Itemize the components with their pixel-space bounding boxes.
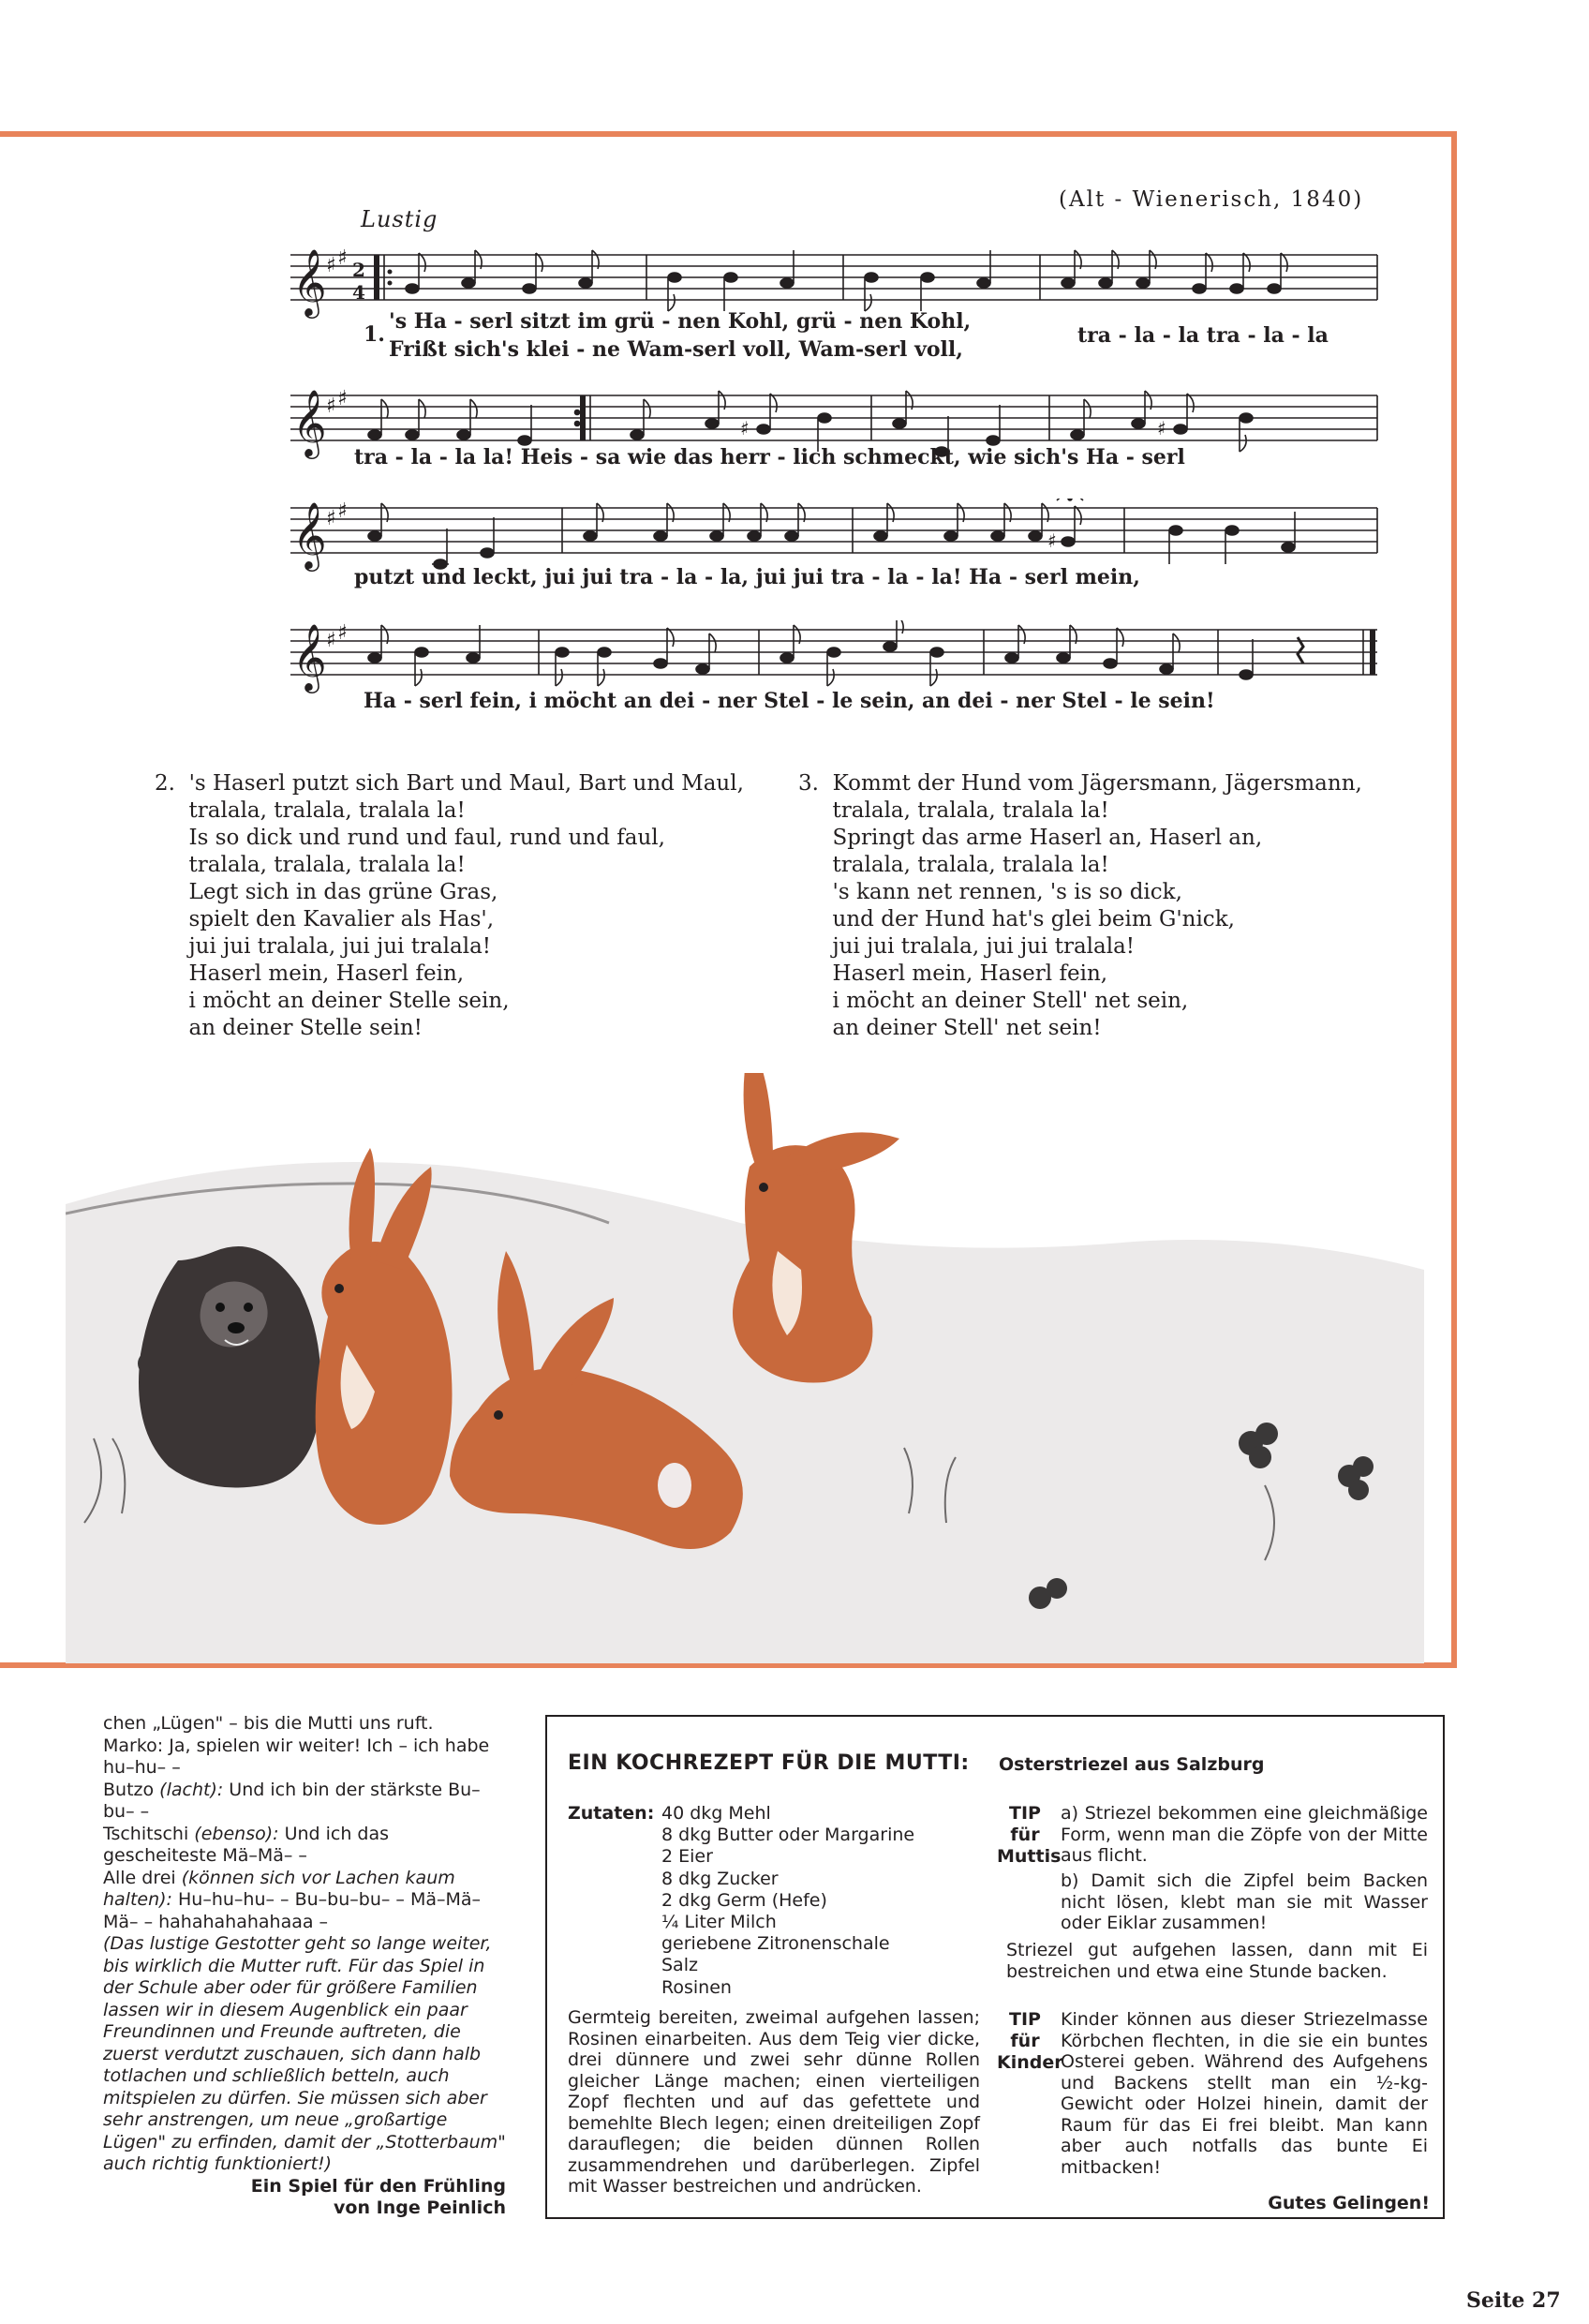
hares-and-dog-illustration (66, 1073, 1424, 1663)
svg-text:4: 4 (352, 281, 365, 304)
ingredient-item: geriebene Zitronenschale (661, 1933, 890, 1955)
recipe-box (545, 1715, 1445, 2219)
lyrics-line-2: tra - la - la la! Heis - sa wie das herr - lich schmeckt, wie sich's Ha - serl (354, 445, 1185, 469)
dog-figure (139, 1246, 321, 1488)
stage-direction: (können sich vor Lachen kaum halten): (103, 1867, 455, 1910)
game-paragraph: Marko: Ja, spielen wir weiter! Ich – ich habe hu–hu– – (103, 1735, 490, 1778)
svg-text:𝄞: 𝄞 (292, 622, 327, 691)
recipe-heading: EIN KOCHREZEPT FÜR DIE MUTTI: (568, 1751, 970, 1775)
game-paragraph (103, 1780, 506, 1824)
verse-2: 2. 's Haserl putzt sich Bart und Maul, Bart und Maul, tralala, tralala, tralala la! Is so dick und rund und faul, rund und faul, tralala, tralala, tralala la! Legt sich in das grüne Gras, spielt den Kavalier als Has', jui jui tralala, jui jui tralala! Haserl mein, Haserl fein, i möcht an deiner Stelle sein, an deiner Stelle sein! (155, 771, 744, 1040)
svg-text:♯: ♯ (326, 629, 336, 652)
speaker-name: Butzo (103, 1779, 160, 1800)
svg-text:𝄞: 𝄞 (292, 247, 327, 316)
tip-kinder: Kinder können aus dieser Striezelmasse Körbchen flechten, in die sie ein buntes Osterei geben. Während des Aufgehens und Backens stellt man ein ½-kg-Gewicht oder Holzei hinein, damit der Raum für das Ei frei bleibt. Man kann aber auch notfalls das bunte Ei mitbacken! (1061, 2009, 1428, 2178)
ingredient-item: ¼ Liter Milch (661, 1912, 777, 1933)
svg-text:♯: ♯ (1157, 417, 1166, 439)
music-staff-3 (290, 499, 1387, 574)
svg-text:♯: ♯ (337, 621, 348, 645)
stage-direction: (ebenso): (194, 1823, 279, 1844)
svg-text:♯: ♯ (1047, 529, 1057, 552)
dialogue-text: Und ich bin der stärkste Bu–bu– – (103, 1779, 481, 1822)
song-source: (Alt - Wienerisch, 1840) (1059, 187, 1364, 212)
ingredient-item: Salz (661, 1955, 698, 1976)
svg-text:♯: ♯ (326, 395, 336, 418)
svg-text:𝄞: 𝄞 (292, 500, 327, 569)
svg-text:♯: ♯ (326, 254, 336, 277)
svg-text:♯: ♯ (337, 387, 348, 410)
ingredients-label: Zutaten: (568, 1803, 655, 1824)
tip-muttis-a: a) Striezel bekommen eine gleichmäßige Form, wenn man die Zöpfe von der Mitte aus flicht. (1061, 1803, 1428, 1866)
page-number: Seite 27 (1466, 2288, 1561, 2313)
lyrics-line-1b: Frißt sich's klei - ne Wam-serl voll, Wam-serl voll, (389, 337, 963, 362)
ingredient-item: 8 dkg Zucker (661, 1868, 779, 1889)
lyrics-line-3: putzt und leckt, jui jui tra - la - la, jui jui tra - la - la! Ha - serl mein, (354, 565, 1140, 589)
game-credit-title: Ein Spiel für den Frühling (250, 2175, 506, 2197)
tip-kinder-label: TIP für Kinder (997, 2009, 1063, 2073)
game-text-column (103, 1713, 506, 2220)
tempo-marking: Lustig (361, 206, 438, 232)
lyrics-refrain-1: tra - la - la tra - la - la (1077, 323, 1329, 348)
ingredient-item: 40 dkg Mehl (661, 1803, 771, 1824)
music-staff-4 (290, 620, 1387, 695)
game-paragraph: chen „Lügen" – bis die Mutti uns ruft. (103, 1713, 434, 1734)
lyrics-line-1a: 's Ha - serl sitzt im grü - nen Kohl, grü - nen Kohl, (389, 309, 972, 334)
dialogue-text: Hu–hu–hu– – Bu–bu–bu– – Mä–Mä–Mä– – hahahahahahaaa – (103, 1889, 482, 1932)
ingredient-item: Rosinen (661, 1976, 732, 1998)
ingredient-item: 2 Eier (661, 1846, 713, 1868)
dialogue-text: Und ich das gescheiteste Mä–Mä– – (103, 1823, 390, 1866)
svg-text:♯: ♯ (740, 417, 750, 439)
speaker-name: Alle drei (103, 1867, 182, 1888)
recipe-method: Germteig bereiten, zweimal aufgehen lassen; Rosinen einarbeiten. Aus dem Teig vier dicke, drei dünnere und zwei sehr dünne Rollen gleicher Länge machen; einen vierteiligen Zopf flechten und auf das gefettete und bemehlte Blech legen; einen dreiteiligen Zopf darauflegen; die beiden dünnen Rollen zusammendrehen und darüberlegen. Zipfel mit Wasser bestreichen und andrücken. (568, 2007, 980, 2197)
tip-baking: Striezel gut aufgehen lassen, dann mit Ei bestreichen und etwa eine Stunde backen. (1006, 1940, 1428, 1982)
game-note: (Das lustige Gestotter geht so lange weiter, bis wirklich die Mutter ruft. Für das Spiel in der Schule aber oder für größere Familien lassen wir in diesem Augenblick ein paar Freundinnen und Freunde auftreten, die zuerst verdutzt zuschauen, sich dann halb totlachen und schließlich betteln, auch mitspielen zu dürfen. Sie müssen sich aber sehr anstrengen, um neue „großartige Lügen" zu erfinden, damit der „Stotterbaum" auch richtig funktioniert!) (103, 1933, 506, 2174)
game-credit-author: von Inge Peinlich (334, 2197, 506, 2218)
ingredients-list (661, 1803, 914, 1999)
ingredient-item: 8 dkg Butter oder Margarine (661, 1825, 915, 1846)
game-paragraph (103, 1824, 506, 1868)
svg-text:2: 2 (352, 259, 365, 281)
svg-text:♯: ♯ (337, 246, 348, 270)
game-paragraph (103, 1868, 506, 1934)
lyrics-line-4: Ha - serl fein, i möcht an dei - ner Stel - le sein, an dei - ner Stel - le sein! (364, 689, 1215, 713)
tip-muttis-label: TIP für Muttis (997, 1803, 1062, 1867)
svg-text:♯: ♯ (326, 507, 336, 530)
verse-number: 1. (364, 322, 385, 347)
svg-text:♯: ♯ (337, 499, 348, 523)
speaker-name: Tschitschi (103, 1823, 195, 1844)
recipe-closing: Gutes Gelingen! (1268, 2193, 1430, 2213)
svg-text:𝄞: 𝄞 (292, 388, 327, 456)
ingredient-item: 2 dkg Germ (Hefe) (661, 1889, 827, 1911)
recipe-subtitle: Osterstriezel aus Salzburg (999, 1754, 1265, 1775)
stage-direction: (lacht): (159, 1779, 224, 1800)
tip-muttis-b: b) Damit sich die Zipfel beim Backen nicht lösen, klebt man sie mit Wasser oder Eiklar zusammen! (1061, 1870, 1428, 1933)
verse-3: 3. Kommt der Hund vom Jägersmann, Jägersmann, tralala, tralala, tralala la! Springt das arme Haserl an, Haserl an, tralala, tralala, tralala la! 's kann net rennen, 's is so dick, und der Hund hat's glei beim G'nick, jui jui tralala, jui jui tralala! Haserl mein, Haserl fein, i möcht an deiner Stell' net sein, an deiner Stell' net sein! (798, 771, 1362, 1040)
